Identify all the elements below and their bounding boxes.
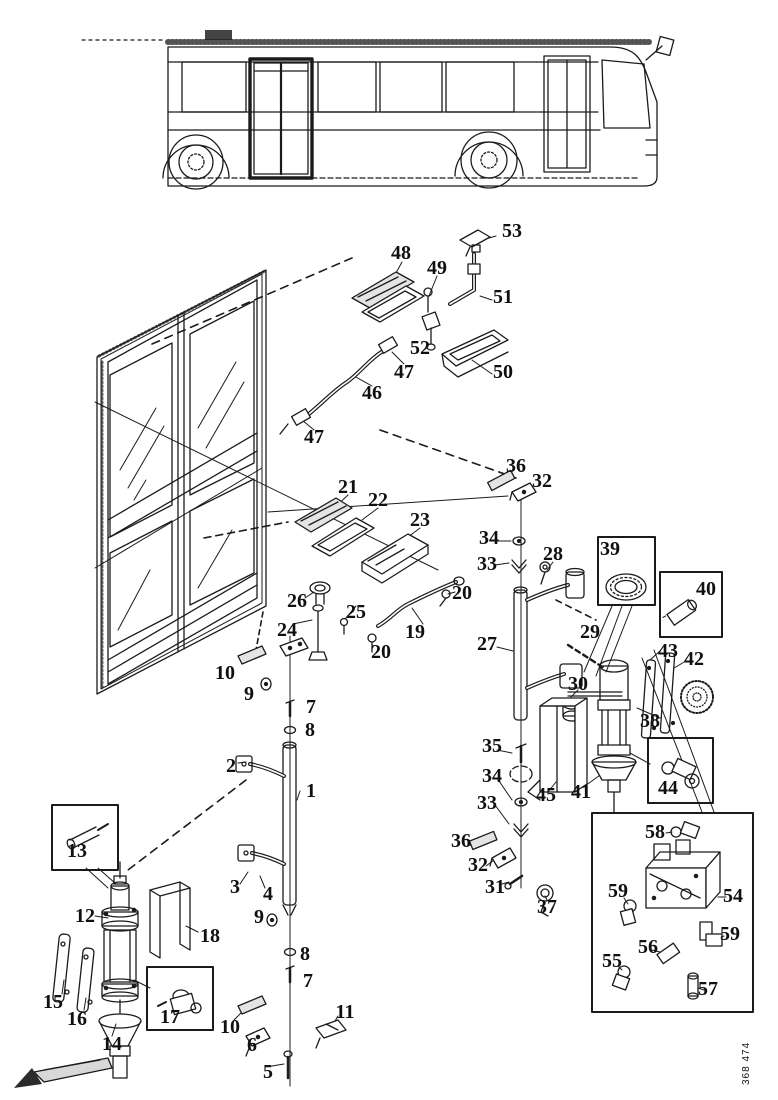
part-callout-4: 4 [263, 883, 273, 905]
part-callout-46: 46 [362, 382, 382, 404]
part-callout-34: 34 [479, 527, 499, 549]
part-callout-15: 15 [43, 991, 63, 1013]
part-callout-8: 8 [305, 719, 315, 741]
part-callout-49: 49 [427, 257, 447, 279]
part-callout-9: 9 [244, 683, 254, 705]
part-callout-18: 18 [200, 925, 220, 947]
part-callout-25: 25 [346, 601, 366, 623]
door-panel [95, 270, 508, 694]
parts-left-cluster [52, 824, 201, 1078]
part-callout-7: 7 [306, 696, 316, 718]
part-callout-9: 9 [254, 906, 264, 928]
part-callout-19: 19 [405, 621, 425, 643]
part-callout-6: 6 [247, 1034, 257, 1056]
part-callout-26: 26 [287, 590, 307, 612]
part-callout-5: 5 [263, 1061, 273, 1083]
bus-illustration [82, 30, 674, 189]
part-callout-56: 56 [638, 936, 658, 958]
part-callout-3: 3 [230, 876, 240, 898]
part-callout-20: 20 [371, 641, 391, 663]
part-callout-7: 7 [303, 970, 313, 992]
part-callout-55: 55 [602, 950, 622, 972]
rear-wheel [163, 135, 229, 189]
part-callout-13: 13 [67, 840, 87, 862]
part-callout-36: 36 [451, 830, 471, 852]
part-callout-47: 47 [394, 361, 414, 383]
part-callout-31: 31 [485, 876, 505, 898]
part-callout-38: 38 [640, 710, 660, 732]
part-callout-32: 32 [468, 854, 488, 876]
part-callout-36: 36 [506, 455, 526, 477]
figure-number: 368 474 [741, 1041, 752, 1085]
part-callout-48: 48 [391, 242, 411, 264]
part-callout-23: 23 [410, 509, 430, 531]
crossing-leader-lines [95, 402, 508, 570]
part-callout-32: 32 [532, 470, 552, 492]
part-callout-28: 28 [543, 543, 563, 565]
part-callout-10: 10 [215, 662, 235, 684]
part-callout-54: 54 [723, 885, 743, 907]
part-callout-40: 40 [696, 578, 716, 600]
part-callout-22: 22 [368, 489, 388, 511]
part-callout-44: 44 [658, 777, 678, 799]
part-callout-52: 52 [410, 337, 430, 359]
part-callout-33: 33 [477, 792, 497, 814]
part-callout-8: 8 [300, 943, 310, 965]
part-callout-17: 17 [160, 1006, 180, 1028]
part-callout-29: 29 [580, 621, 600, 643]
part-callout-34: 34 [482, 765, 502, 787]
part-callout-41: 41 [571, 781, 591, 803]
part-callout-35: 35 [482, 735, 502, 757]
part-callout-37: 37 [537, 896, 557, 918]
front-wheel [455, 132, 523, 188]
part-callout-45: 45 [536, 784, 556, 806]
part-callout-16: 16 [67, 1008, 87, 1030]
part-callout-21: 21 [338, 476, 358, 498]
part-callout-1: 1 [306, 780, 316, 802]
part-callout-51: 51 [493, 286, 513, 308]
part-callout-30: 30 [568, 673, 588, 695]
part-callout-10: 10 [220, 1016, 240, 1038]
direction-arrow [14, 1058, 112, 1088]
part-callout-53: 53 [502, 220, 522, 242]
part-callout-24: 24 [277, 619, 297, 641]
part-callout-2: 2 [226, 755, 236, 777]
part-callout-43: 43 [658, 640, 678, 662]
part-callout-27: 27 [477, 633, 497, 655]
part-callout-50: 50 [493, 361, 513, 383]
part-callout-59: 59 [720, 923, 740, 945]
part-callout-14: 14 [102, 1033, 122, 1055]
part-callout-20: 20 [452, 582, 472, 604]
part-callout-47: 47 [304, 426, 324, 448]
part-callout-39: 39 [600, 538, 620, 560]
part-callout-33: 33 [477, 553, 497, 575]
part-callout-57: 57 [698, 978, 718, 1000]
part-callout-58: 58 [645, 821, 665, 843]
parts-valve-unit [612, 822, 722, 999]
part-callout-59: 59 [608, 880, 628, 902]
part-callout-42: 42 [684, 648, 704, 670]
part-callout-12: 12 [75, 905, 95, 927]
part-callout-11: 11 [335, 1001, 355, 1023]
bus-door-highlight [250, 59, 312, 178]
